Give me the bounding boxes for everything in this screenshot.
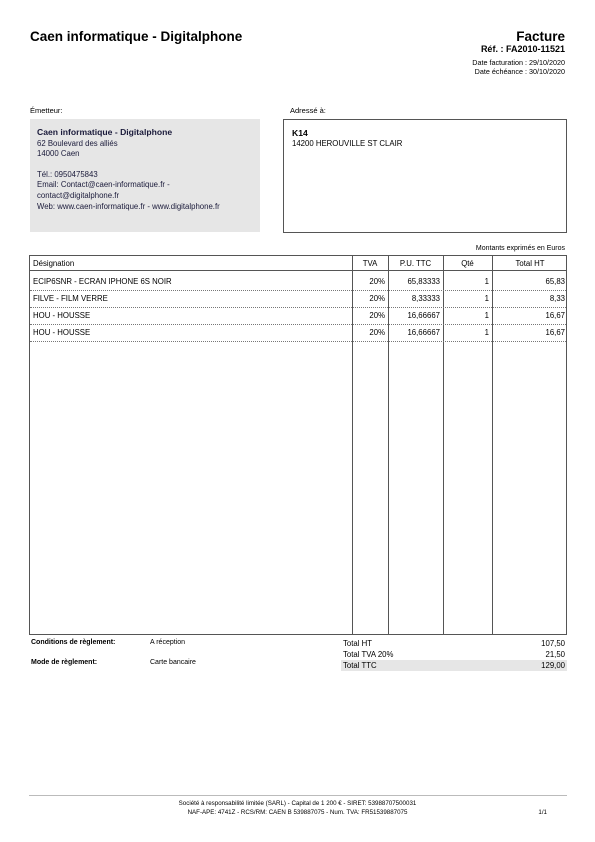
total-tva-label: Total TVA 20%	[343, 650, 394, 659]
row-total-ht: 16,67	[545, 328, 565, 337]
header-designation: Désignation	[33, 259, 75, 268]
document-type: Facture	[516, 29, 565, 44]
emitter-phone: Tél.: 0950475843	[37, 169, 98, 179]
emitter-email-line1: Email: Contact@caen-informatique.fr -	[37, 180, 170, 190]
header-unit-price: P.U. TTC	[399, 259, 432, 268]
total-ttc-label: Total TTC	[343, 661, 377, 670]
row-tva: 20%	[369, 328, 385, 337]
recipient-name: K14	[292, 128, 308, 138]
page-number: 1/1	[538, 809, 547, 816]
table-header	[30, 256, 566, 271]
table-row	[30, 273, 566, 291]
emitter-email-line2: contact@digitalphone.fr	[37, 190, 120, 200]
table-row	[30, 307, 566, 325]
row-unit-price: 16,66667	[407, 328, 440, 337]
invoice-reference: Réf. : FA2010-11521	[480, 44, 565, 54]
table-row	[30, 324, 566, 342]
row-designation: FILVE - FILM VERRE	[33, 294, 108, 303]
header-quantity: Qté	[461, 259, 474, 268]
payment-mode-label: Mode de règlement:	[31, 659, 98, 666]
recipient-address: 14200 HEROUVILLE ST CLAIR	[292, 138, 403, 148]
payment-terms-label: Conditions de règlement:	[31, 639, 116, 646]
payment-mode-value: Carte bancaire	[150, 659, 196, 666]
emitter-label: Émetteur:	[30, 106, 63, 115]
row-unit-price: 65,83333	[407, 277, 440, 286]
footer-line1: Société à responsabilité limitée (SARL) - Capital de 1 200 € - SIRET: 53988707500031	[178, 800, 417, 807]
row-tva: 20%	[369, 294, 385, 303]
invoice-table	[29, 255, 567, 635]
row-total-ht: 16,67	[545, 311, 565, 320]
total-ht-value: 107,50	[541, 639, 565, 648]
totals-block	[341, 638, 567, 671]
row-designation: HOU - HOUSSE	[33, 328, 91, 337]
row-tva: 20%	[369, 277, 385, 286]
row-unit-price: 16,66667	[407, 311, 440, 320]
total-ttc-row	[341, 660, 567, 671]
row-total-ht: 8,33	[549, 294, 565, 303]
legal-footer	[0, 800, 595, 817]
total-ht-label: Total HT	[343, 639, 373, 648]
total-ttc-value: 129,00	[541, 661, 565, 670]
total-tva-value: 21,50	[545, 650, 565, 659]
footer-line2: NAF-APE: 4741Z - RCS/RM: CAEN B 539887075 - Num. TVA: FR51539887075	[187, 808, 408, 816]
table-row	[30, 290, 566, 308]
row-designation: HOU - HOUSSE	[33, 311, 91, 320]
row-total-ht: 65,83	[545, 277, 565, 286]
recipient-box	[283, 119, 567, 233]
row-tva: 20%	[369, 311, 385, 320]
row-unit-price: 8,33333	[411, 294, 440, 303]
row-quantity: 1	[484, 294, 489, 303]
emitter-address-line2: 14000 Caen	[37, 149, 80, 159]
total-tva-row	[341, 649, 567, 660]
header-tva: TVA	[362, 259, 378, 268]
emitter-name: Caen informatique - Digitalphone	[37, 127, 173, 137]
recipient-label: Adressé à:	[290, 106, 326, 115]
row-quantity: 1	[484, 277, 489, 286]
footer-divider	[29, 795, 567, 796]
emitter-address-line1: 62 Boulevard des alliés	[37, 138, 118, 148]
currency-note: Montants exprimés en Euros	[475, 245, 565, 252]
row-quantity: 1	[484, 311, 489, 320]
header-total-ht: Total HT	[515, 259, 545, 268]
total-ht-row	[341, 638, 567, 649]
row-designation: ECIP6SNR - ECRAN IPHONE 6S NOIR	[33, 277, 172, 286]
emitter-box	[30, 119, 260, 232]
due-date: Date échéance : 30/10/2020	[474, 67, 565, 76]
invoice-dates	[472, 58, 565, 76]
company-title: Caen informatique - Digitalphone	[30, 29, 243, 44]
emitter-website: Web: www.caen-informatique.fr - www.digitalphone.fr	[37, 201, 220, 211]
row-quantity: 1	[484, 328, 489, 337]
invoice-date: Date facturation : 29/10/2020	[472, 58, 565, 67]
payment-terms-value: A réception	[150, 639, 186, 646]
